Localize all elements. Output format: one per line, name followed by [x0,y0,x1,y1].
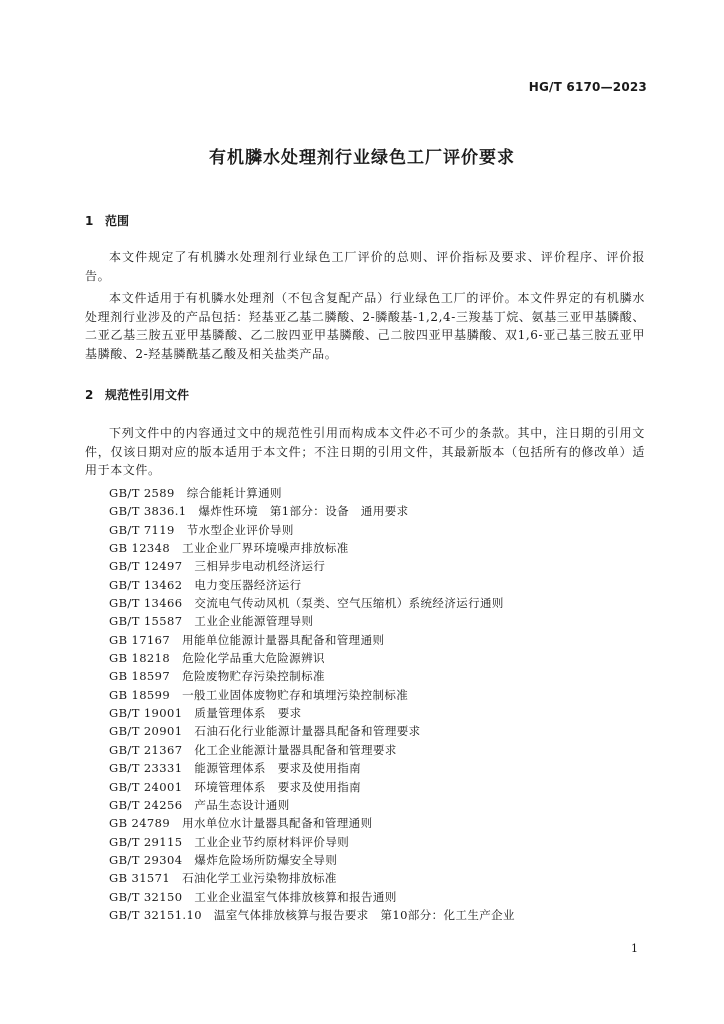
reference-code: GB/T 21367 [109,742,183,757]
section-1-title: 范围 [105,214,130,228]
reference-title: 温室气体排放核算与报告要求 第10部分：化工生产企业 [213,907,515,922]
reference-title: 危险化学品重大危险源辨识 [182,651,325,666]
reference-code: GB/T 7119 [109,522,175,537]
reference-list [109,484,515,924]
reference-item [109,594,515,612]
reference-code: GB 12348 [109,541,171,556]
section-2-number: 2 [85,388,94,402]
reference-title: 用水单位水计量器具配备和管理通则 [182,816,373,831]
reference-code: GB/T 29115 [109,834,183,849]
reference-code: GB/T 19001 [109,706,183,721]
reference-item [109,539,515,557]
reference-title: 爆炸性环境 第1部分：设备 通用要求 [198,504,409,519]
reference-code: GB/T 2589 [109,486,175,500]
reference-title: 工业企业温室气体排放核算和报告通则 [194,889,397,904]
reference-item [109,833,515,851]
reference-title: 电力变压器经济运行 [194,577,302,592]
reference-code: GB/T 20901 [109,724,183,739]
reference-item [109,521,515,539]
page-number: 1 [631,942,638,955]
section-1-paragraph-2: 本文件适用于有机膦水处理剂（不包含复配产品）行业绿色工厂的评价。本文件界定的有机膦水处理剂行业涉及的产品包括：羟基亚乙基二膦酸、2-膦酸基-1,2,4-三羧基丁烷、氨基三亚甲基膦酸、二亚乙基三胺五亚甲基膦酸、乙二胺四亚甲基膦酸、己二胺四亚甲基膦酸、双1,6-亚己基三胺五亚甲基膦酸、2-羟基膦酰基乙酸及相关盐类产品。 [85,291,645,361]
reference-item [109,576,515,594]
reference-title: 工业企业厂界环境噪声排放标准 [182,541,349,556]
reference-item [109,667,515,685]
reference-code: GB/T 13462 [109,577,183,592]
reference-title: 产品生态设计通则 [194,797,290,812]
reference-title: 交流电气传动风机（泵类、空气压缩机）系统经济运行通则 [194,596,504,611]
reference-item [109,722,515,740]
reference-item [109,686,515,704]
reference-code: GB 18599 [109,687,171,702]
reference-code: GB/T 13466 [109,596,183,611]
reference-item [109,741,515,759]
reference-title: 三相异步电动机经济运行 [194,559,326,574]
reference-item [109,906,515,924]
reference-item [109,851,515,869]
standard-code: HG/T 6170—2023 [528,80,647,94]
reference-item [109,869,515,887]
reference-code: GB/T 23331 [109,761,183,776]
reference-item [109,796,515,814]
reference-item [109,778,515,796]
reference-title: 工业企业能源管理导则 [194,614,314,629]
reference-code: GB/T 29304 [109,852,183,867]
section-1-paragraph-1: 本文件规定了有机膦水处理剂行业绿色工厂评价的总则、评价指标及要求、评价程序、评价报告。 [85,250,645,283]
reference-item [109,557,515,575]
reference-item [109,759,515,777]
reference-title: 用能单位能源计量器具配备和管理通则 [182,632,385,647]
reference-code: GB 18597 [109,669,171,684]
document-title: 有机膦水处理剂行业绿色工厂评价要求 [209,148,515,168]
reference-code: GB/T 3836.1 [109,504,187,519]
reference-item [109,814,515,832]
reference-title: 一般工业固体废物贮存和填埋污染控制标准 [182,687,409,702]
reference-title: 质量管理体系 要求 [194,706,302,721]
section-2-heading [85,386,189,403]
reference-code: GB/T 24256 [109,797,183,812]
reference-code: GB/T 32150 [109,889,183,904]
reference-title: 节水型企业评价导则 [186,522,294,537]
reference-item [109,704,515,722]
reference-item [109,612,515,630]
reference-title: 工业企业节约原材料评价导则 [194,834,350,849]
reference-code: GB 18218 [109,651,171,666]
reference-title: 综合能耗计算通则 [186,486,282,500]
reference-code: GB/T 32151.10 [109,907,202,922]
section-1-heading [85,212,129,229]
reference-item [109,888,515,906]
reference-code: GB/T 15587 [109,614,183,629]
reference-title: 能源管理体系 要求及使用指南 [194,761,362,776]
reference-code: GB 31571 [109,871,171,886]
section-2-intro: 下列文件中的内容通过文中的规范性引用而构成本文件必不可少的条款。其中，注日期的引用文件，仅该日期对应的版本适用于本文件；不注日期的引用文件，其最新版本（包括所有的修改单）适用于本文件。 [85,426,645,478]
reference-code: GB/T 24001 [109,779,183,794]
reference-title: 环境管理体系 要求及使用指南 [194,779,362,794]
reference-title: 石油石化行业能源计量器具配备和管理要求 [194,724,421,739]
reference-code: GB 17167 [109,632,171,647]
reference-code: GB 24789 [109,816,171,831]
reference-title: 化工企业能源计量器具配备和管理要求 [194,742,397,757]
reference-title: 爆炸危险场所防爆安全导则 [194,852,338,867]
reference-item [109,502,515,520]
reference-item [109,649,515,667]
reference-title: 石油化学工业污染物排放标准 [182,871,337,886]
section-1-number: 1 [85,214,94,228]
section-2-title: 规范性引用文件 [105,388,190,402]
reference-item [109,484,515,502]
reference-title: 危险废物贮存污染控制标准 [182,669,325,684]
reference-code: GB/T 12497 [109,559,183,574]
reference-item [109,631,515,649]
